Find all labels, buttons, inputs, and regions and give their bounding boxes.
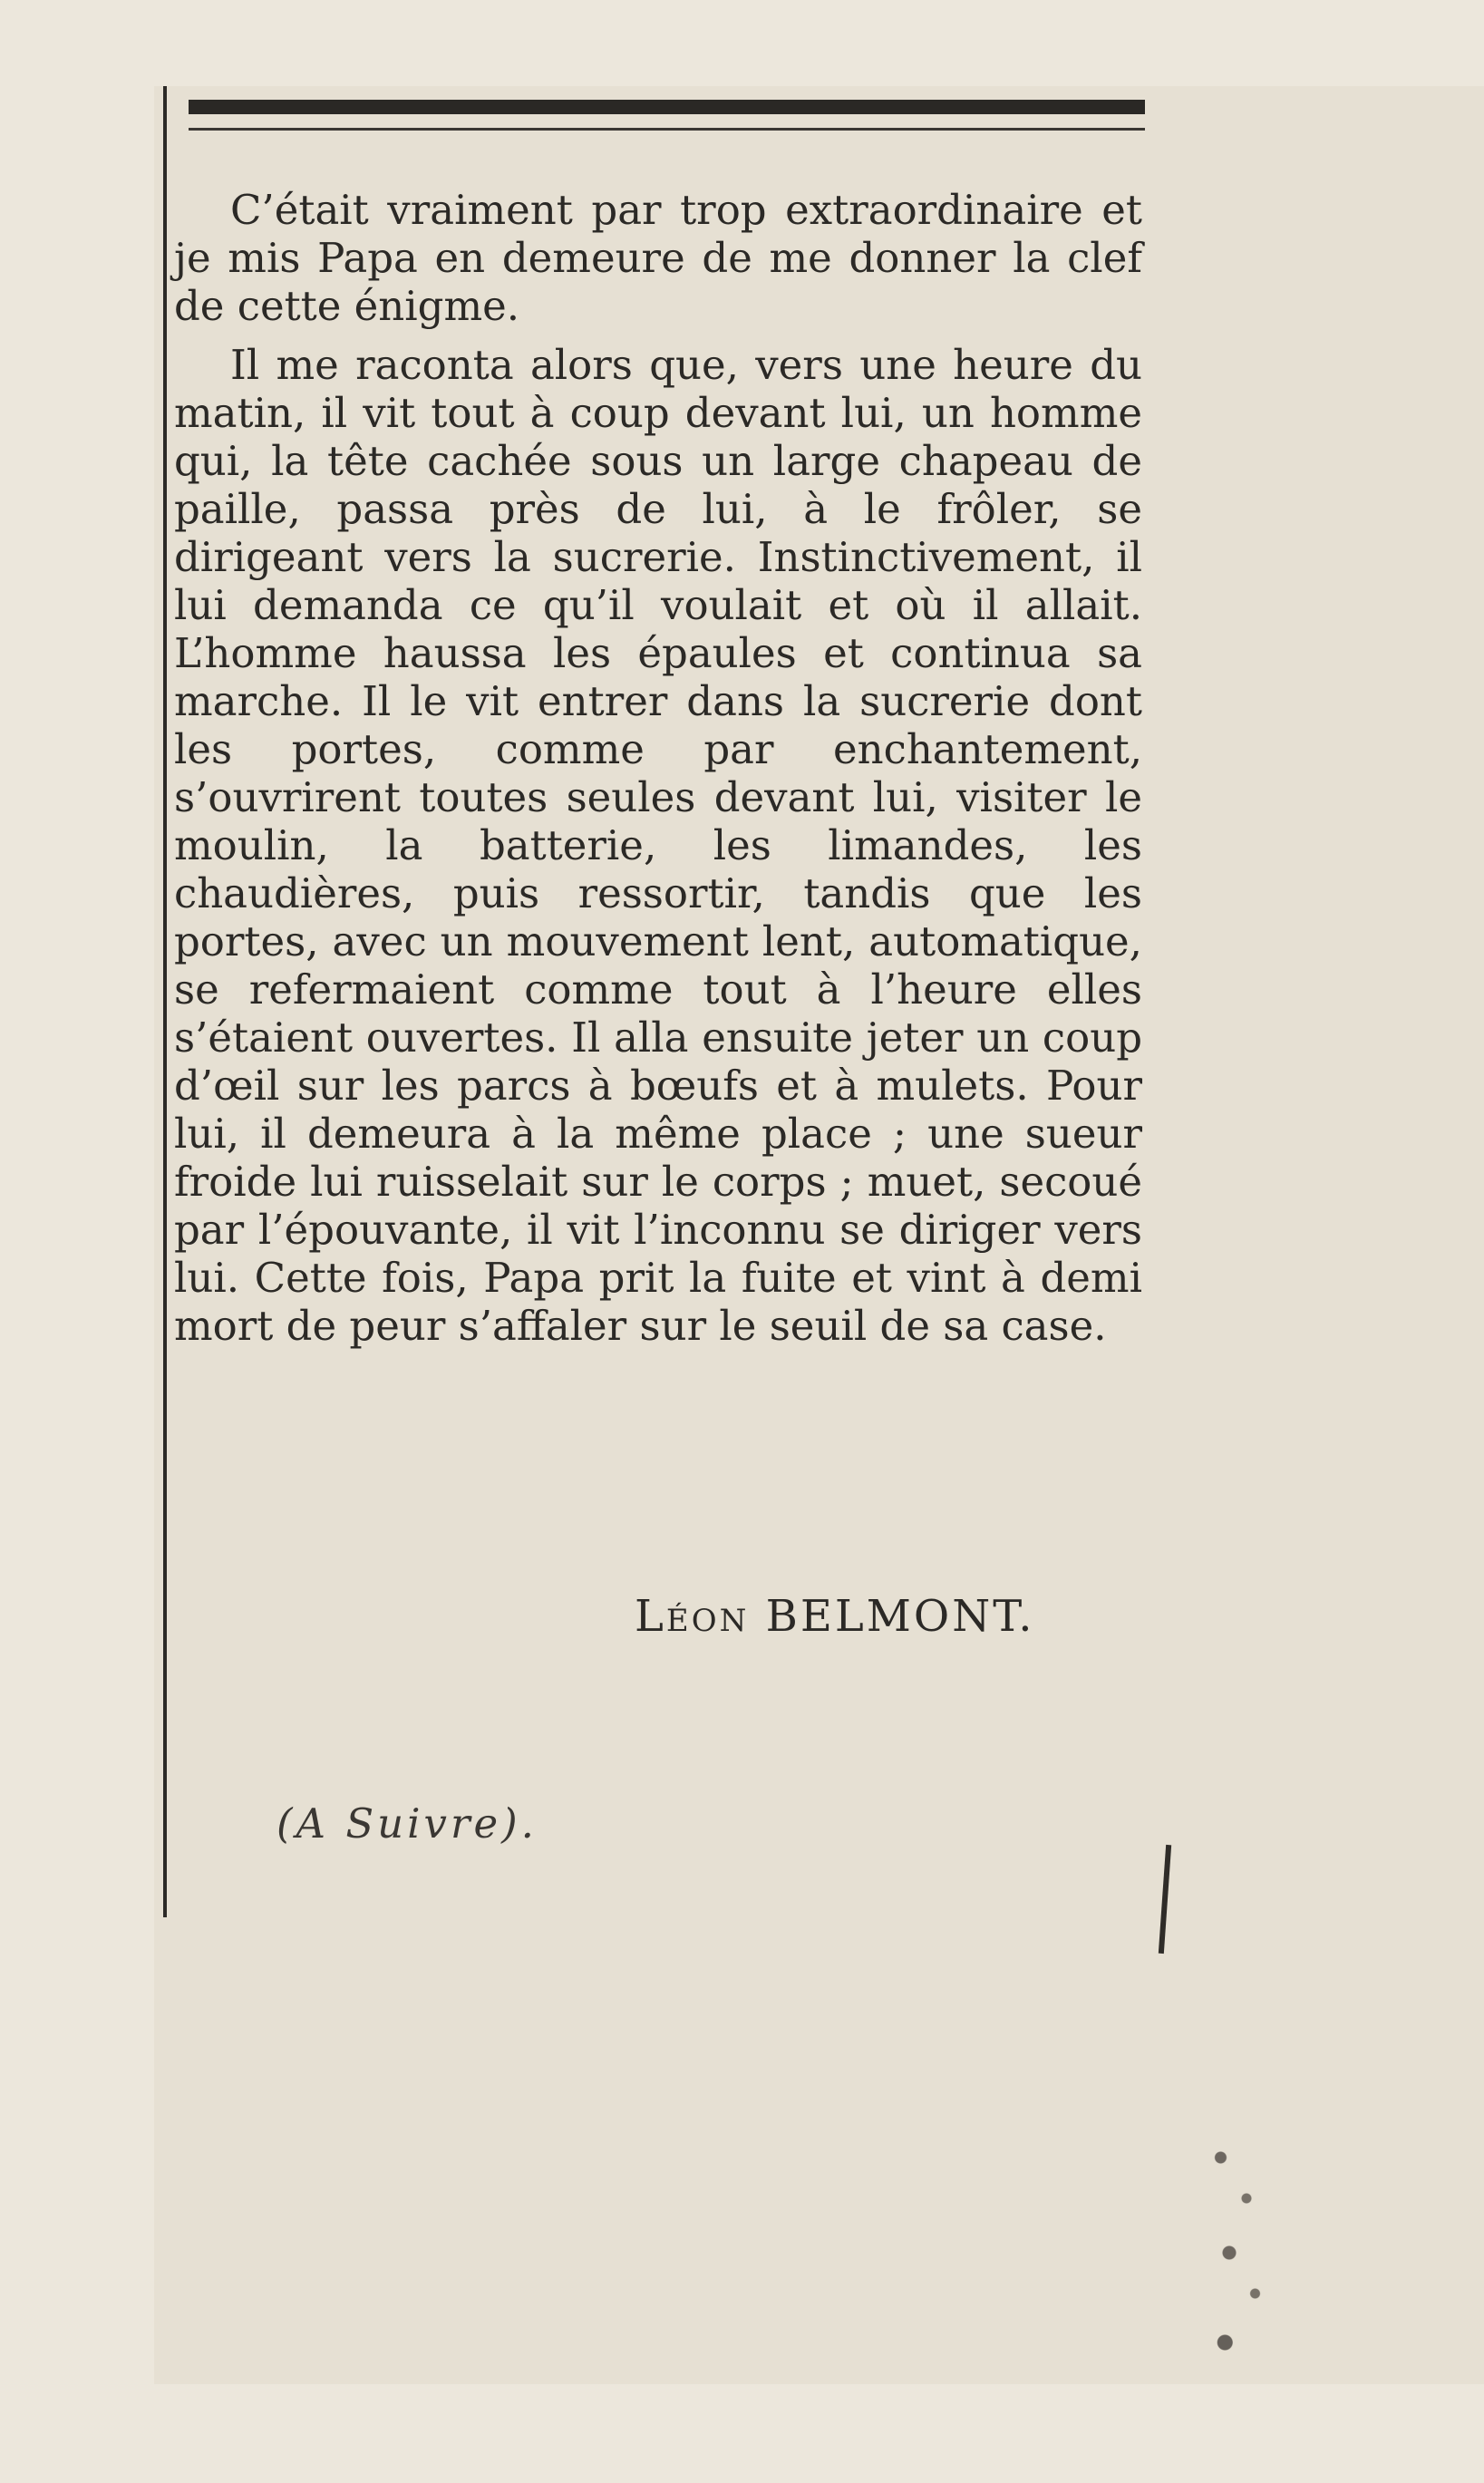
article-body (174, 186, 1142, 1361)
article-paragraph: C’était vraiment par trop extraordinaire et je mis Papa en demeure de me donner la clef de cette énigme. (174, 186, 1142, 330)
author-signature: Léon BELMONT. (635, 1591, 1035, 1642)
column-margin-line (163, 86, 167, 1917)
ink-stain (1195, 2103, 1281, 2375)
to-be-continued-note: (A Suivre). (276, 1799, 538, 1848)
header-rule-thin (189, 128, 1145, 131)
article-paragraph: Il me raconta alors que, vers une heure du matin, il vit tout à coup devant lui, un homme qui, la tête cachée sous un large chapeau de paille, passa près de lui, à le frôler, se dirigeant vers la sucrerie. Instinctivement, il lui demanda ce qu’il voulait et où il allait. L’homme haussa les épaules et continua sa marche. Il le vit entrer dans la sucrerie dont les portes, comme par enchantement, s’ouvrirent toutes seules devant lui, visiter le moulin, la batterie, les limandes, les chaudières, puis ressortir, tandis que les portes, avec un mouvement lent, automatique, se refermaient comme tout à l’heure elles s’étaient ouvertes. Il alla ensuite jeter un coup d’œil sur les parcs à bœufs et à mulets. Pour lui, il demeura à la même place ; une sueur froide lui ruisselait sur le corps ; muet, secoué par l’épouvante, il vit l’inconnu se diriger vers lui. Cette fois, Papa prit la fuite et vint à demi mort de peur s’affaler sur le seuil de sa case. (174, 341, 1142, 1350)
header-rule-thick (189, 100, 1145, 114)
